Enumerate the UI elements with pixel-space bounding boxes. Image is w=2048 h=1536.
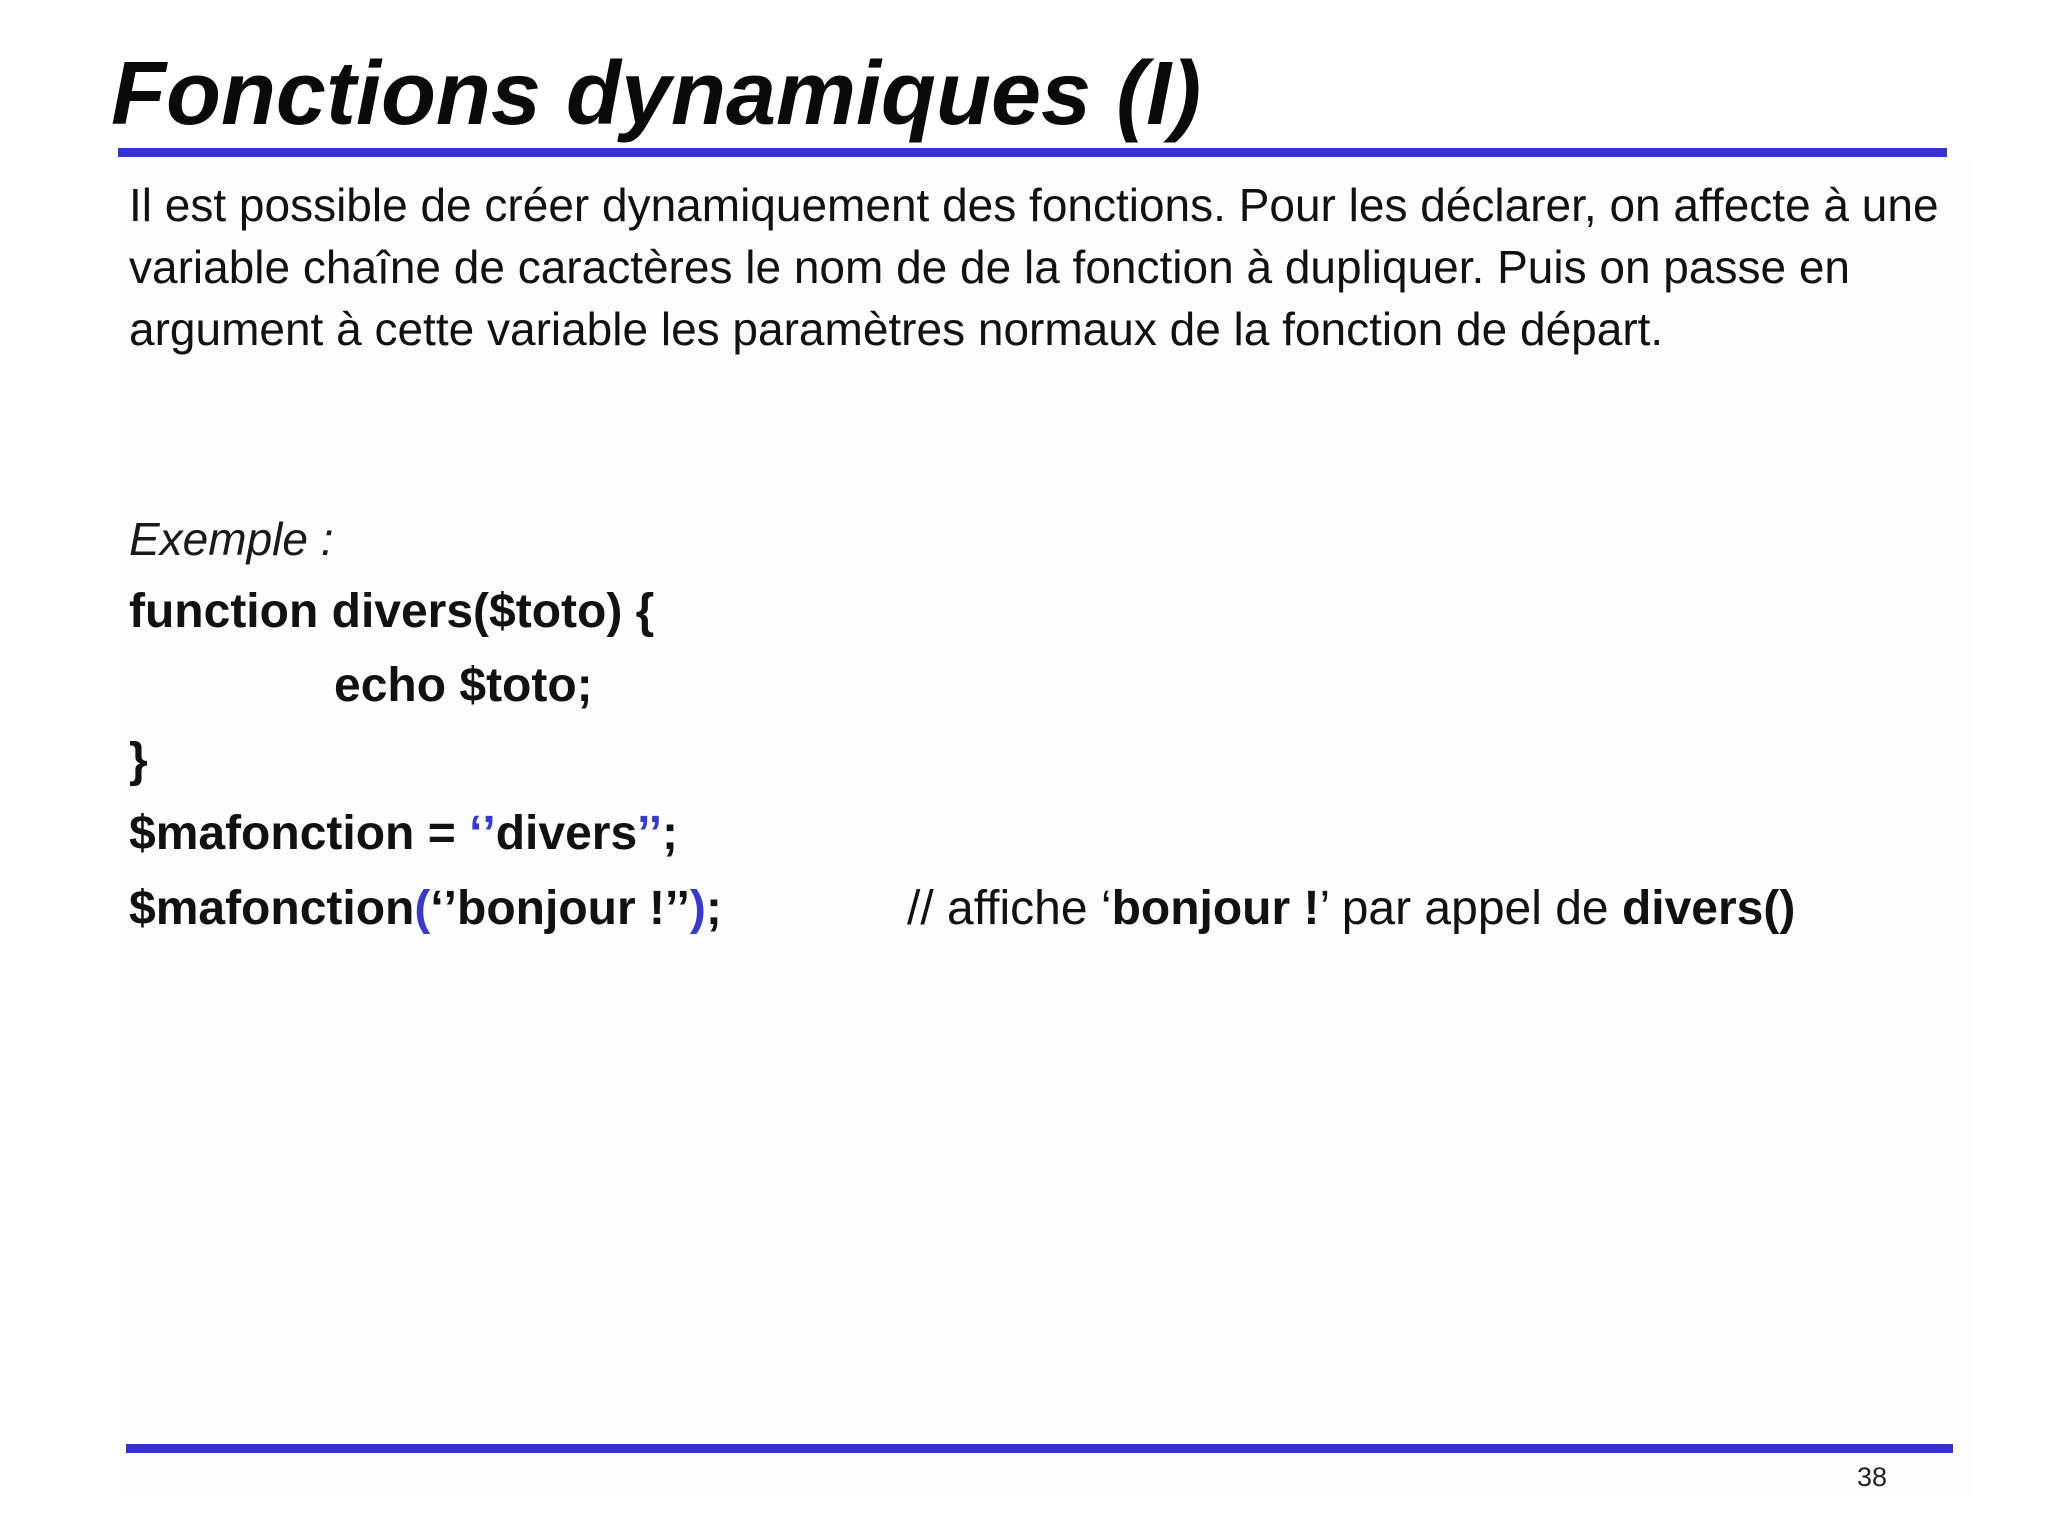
- call-argument: ‘’bonjour !’’: [430, 882, 690, 935]
- intro-paragraph: Il est possible de créer dynamiquement des fonctions. Pour les déclarer, on affecte à une variable chaîne de caractères le nom de de la fonction à dupliquer. Puis on passe en argument à cette variable les paramètres normaux de la fonction de départ.: [129, 179, 1939, 355]
- code-line-echo: echo $toto;: [334, 659, 593, 712]
- code-line-closing-brace: }: [129, 734, 148, 787]
- comment-function-name: divers(): [1621, 882, 1796, 935]
- call-variable: $mafonction: [129, 882, 415, 935]
- assignment-semicolon: ;: [662, 807, 679, 860]
- assignment-close-quote: ’’: [637, 807, 663, 860]
- footer-rule: [126, 1444, 1953, 1453]
- page-number: 38: [1857, 1462, 1888, 1492]
- comment-bonjour: bonjour !: [1111, 882, 1320, 935]
- comment-middle: ’ par appel de: [1319, 882, 1622, 935]
- title-underline: [118, 148, 1947, 157]
- code-line-function-declaration: function divers($toto) {: [129, 585, 655, 638]
- call-close-paren: ): [689, 882, 706, 935]
- code-line-assignment: [129, 803, 678, 865]
- call-open-paren: (: [414, 882, 431, 935]
- comment-prefix: // affiche ‘: [907, 882, 1112, 935]
- assignment-string: divers: [495, 807, 638, 860]
- assignment-variable: $mafonction =: [129, 807, 470, 860]
- call-semicolon: ;: [705, 882, 722, 935]
- code-comment: [907, 878, 1795, 940]
- slide-title: Fonctions dynamiques (I): [111, 44, 1202, 144]
- code-line-call: [129, 878, 722, 940]
- assignment-open-quote: ‘’: [469, 807, 496, 860]
- example-label: Exemple :: [129, 513, 334, 565]
